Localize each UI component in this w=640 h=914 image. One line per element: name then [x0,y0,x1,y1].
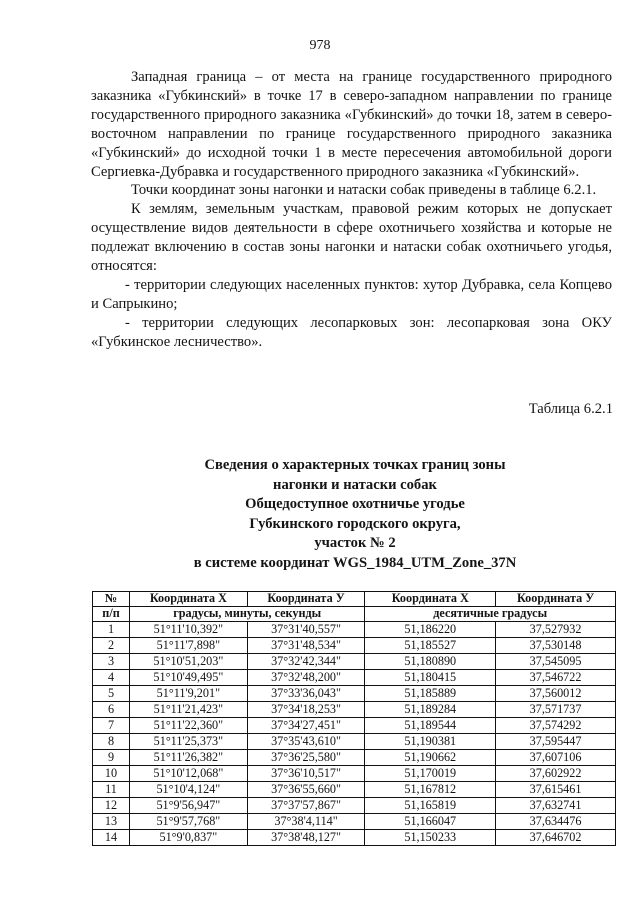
cell-coord-y-dms: 37°38'4,114" [247,814,365,830]
table-row [93,766,616,782]
cell-coord-y-dms: 37°36'25,580" [247,750,365,766]
cell-coord-y-dec: 37,530148 [496,638,616,654]
table-row [93,638,616,654]
cell-coord-y-dms: 37°31'48,534" [247,638,365,654]
table-row [93,830,616,846]
cell-coord-y-dec: 37,546722 [496,670,616,686]
cell-coord-x-dms: 51°10'51,203" [130,654,248,670]
header-coord-x-dec: Координата X [365,592,496,607]
cell-coord-y-dms: 37°32'42,344" [247,654,365,670]
table-title-line: нагонки и натаски собак [273,476,437,493]
cell-coord-x-dec: 51,180890 [365,654,496,670]
paragraph-excluded-lands: К землям, земельным участкам, правовой режим которых не допускает осуществление видов деятельности в сфере охотничьего хозяйства и которые не подлежат включению в состав зоны нагонки и натаски собак охотничьего угодья, относятся: [91,201,612,275]
coordinates-table [92,591,616,846]
table-label: Таблица 6.2.1 [528,401,613,417]
cell-coord-y-dec: 37,634476 [496,814,616,830]
list-item-settlements: - территории следующих населенных пунктов: хутор Дубравка, села Копцево и Сапрыкино; [91,276,612,312]
cell-number: 8 [93,734,130,750]
table-body [93,622,616,846]
cell-coord-y-dec: 37,560012 [496,686,616,702]
cell-coord-y-dms: 37°33'36,043" [247,686,365,702]
cell-coord-x-dms: 51°9'56,947" [130,798,248,814]
cell-coord-y-dms: 37°34'18,253" [247,702,365,718]
table-row [93,750,616,766]
cell-coord-y-dms: 37°35'43,610" [247,734,365,750]
cell-coord-x-dec: 51,190662 [365,750,496,766]
table-row [93,734,616,750]
cell-number: 9 [93,750,130,766]
cell-coord-y-dec: 37,571737 [496,702,616,718]
cell-coord-y-dms: 37°31'40,557" [247,622,365,638]
cell-coord-x-dms: 51°10'12,068" [130,766,248,782]
cell-coord-y-dec: 37,595447 [496,734,616,750]
cell-number: 4 [93,670,130,686]
cell-coord-y-dec: 37,646702 [496,830,616,846]
cell-number: 12 [93,798,130,814]
body-text [91,68,612,352]
table-row [93,798,616,814]
cell-coord-y-dms: 37°34'27,451" [247,718,365,734]
cell-coord-x-dec: 51,166047 [365,814,496,830]
cell-number: 3 [93,654,130,670]
cell-number: 6 [93,702,130,718]
cell-coord-y-dec: 37,527932 [496,622,616,638]
table-row [93,622,616,638]
cell-coord-x-dms: 51°11'7,898" [130,638,248,654]
cell-coord-x-dec: 51,170019 [365,766,496,782]
cell-coord-x-dec: 51,186220 [365,622,496,638]
table-row [93,654,616,670]
cell-coord-x-dms: 51°11'10,392" [130,622,248,638]
cell-number: 13 [93,814,130,830]
cell-number: 11 [93,782,130,798]
paragraph-points-reference: Точки координат зоны нагонки и натаски собак приведены в таблице 6.2.1. [131,182,597,199]
cell-coord-y-dms: 37°32'48,200" [247,670,365,686]
table-row [93,686,616,702]
cell-coord-x-dec: 51,150233 [365,830,496,846]
cell-coord-x-dms: 51°11'21,423" [130,702,248,718]
cell-coord-x-dec: 51,190381 [365,734,496,750]
cell-coord-x-dec: 51,180415 [365,670,496,686]
table-row [93,702,616,718]
cell-coord-x-dms: 51°11'22,360" [130,718,248,734]
header-number-abbrev: п/п [93,607,130,622]
cell-coord-y-dec: 37,607106 [496,750,616,766]
cell-coord-x-dec: 51,185527 [365,638,496,654]
table-title-line: Губкинского городского округа, [249,515,461,532]
cell-number: 5 [93,686,130,702]
cell-number: 7 [93,718,130,734]
cell-number: 2 [93,638,130,654]
table-row [93,782,616,798]
header-coord-y-dms: Координата У [247,592,365,607]
cell-coord-x-dec: 51,189544 [365,718,496,734]
cell-coord-y-dec: 37,615461 [496,782,616,798]
cell-coord-y-dec: 37,545095 [496,654,616,670]
cell-coord-y-dms: 37°38'48,127" [247,830,365,846]
cell-coord-x-dec: 51,167812 [365,782,496,798]
cell-coord-y-dms: 37°36'10,517" [247,766,365,782]
table-title [100,456,610,573]
cell-number: 14 [93,830,130,846]
cell-coord-x-dms: 51°9'0,837" [130,830,248,846]
cell-coord-y-dms: 37°36'55,660" [247,782,365,798]
table-row [93,814,616,830]
list-item-forest-park-zones: - территории следующих лесопарковых зон: лесопарковая зона ОКУ «Губкинское лесничество». [91,314,612,350]
cell-coord-y-dec: 37,602922 [496,766,616,782]
page-number: 978 [309,38,331,53]
table-title-line: Общедоступное охотничье угодье [245,496,465,512]
cell-coord-y-dec: 37,632741 [496,798,616,814]
cell-coord-x-dec: 51,189284 [365,702,496,718]
header-coord-y-dec: Координата У [496,592,616,607]
cell-coord-y-dec: 37,574292 [496,718,616,734]
cell-coord-x-dms: 51°10'4,124" [130,782,248,798]
table-title-line: участок № 2 [314,535,396,551]
subheader-dms: градусы, минуты, секунды [130,607,365,622]
subheader-decimal: десятичные градусы [365,607,616,622]
cell-number: 1 [93,622,130,638]
cell-number: 10 [93,766,130,782]
table-title-line: Сведения о характерных точках границ зоны [204,457,506,473]
cell-coord-x-dms: 51°11'25,373" [130,734,248,750]
table-row [93,718,616,734]
cell-coord-x-dec: 51,165819 [365,798,496,814]
header-coord-x-dms: Координата X [130,592,248,607]
cell-coord-x-dms: 51°11'9,201" [130,686,248,702]
paragraph-western-border: Западная граница – от места на границе государственного природного заказника «Губкинский» в точке 17 в северо-западном направлении по границе государственного природного заказника «Губкинский» до точки 18, затем в северо-восточном направлении по границе государственного природного заказника «Губкинский» до исходной точки 1 в месте пересечения автомобильной дороги Сергиевка-Дубравка и государственного природного заказника «Губкинский». [91,69,612,180]
table-row [93,670,616,686]
cell-coord-x-dms: 51°10'49,495" [130,670,248,686]
cell-coord-x-dms: 51°11'26,382" [130,750,248,766]
header-number: № [93,592,130,607]
table-title-line: в системе координат WGS_1984_UTM_Zone_37N [193,554,517,571]
cell-coord-x-dms: 51°9'57,768" [130,814,248,830]
cell-coord-y-dms: 37°37'57,867" [247,798,365,814]
cell-coord-x-dec: 51,185889 [365,686,496,702]
